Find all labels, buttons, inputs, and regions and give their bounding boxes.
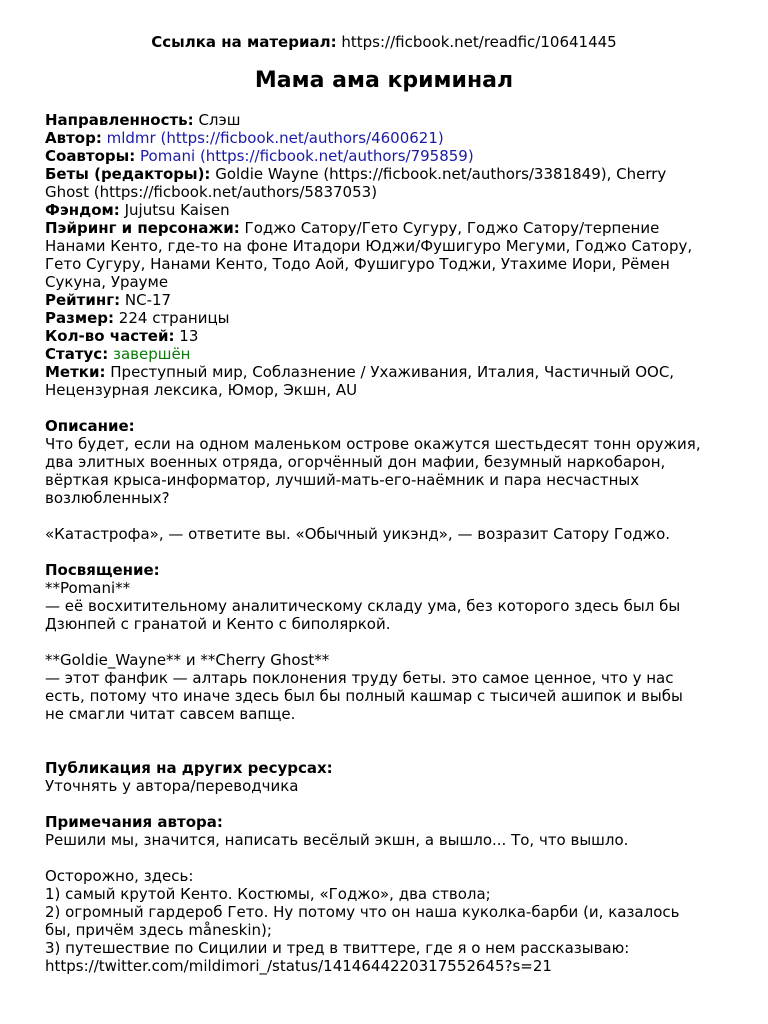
dedication-heading: Посвящение: — [45, 561, 160, 579]
twitter-link[interactable]: https://twitter.com/mildimori_/status/1414644220317552645?s=21 — [45, 957, 552, 975]
meta-status — [45, 345, 735, 363]
parts-label: Кол-во частей: — [45, 327, 175, 345]
tags-label: Метки: — [45, 363, 106, 381]
publication-section — [45, 759, 735, 795]
pairing-label: Пэйринг и персонажи: — [45, 219, 240, 237]
page-title: Мама ама криминал — [254, 68, 514, 93]
direction-value: Слэш — [198, 111, 241, 129]
description-line: «Катастрофа», — ответите вы. «Обычный уикэнд», — возразит Сатору Годжо. — [45, 525, 671, 543]
description-line: возлюбленных? — [45, 489, 170, 507]
description-section — [45, 417, 735, 543]
meta-rating — [45, 291, 735, 309]
publication-text: Уточнять у автора/переводчика — [45, 777, 299, 795]
fic-content — [45, 111, 735, 975]
rating-label: Рейтинг: — [45, 291, 121, 309]
paragraph-gap — [45, 633, 735, 651]
author-label: Автор: — [45, 129, 102, 147]
source-url[interactable]: https://ficbook.net/readfic/10641445 — [341, 33, 617, 51]
dedication-line: Дзюнпей с гранатой и Кенто с биполяркой. — [45, 615, 391, 633]
rating-value: NC-17 — [124, 291, 172, 309]
source-label: Ссылка на материал: — [151, 33, 337, 51]
betas-label: Беты (редакторы): — [45, 165, 211, 183]
dedication-line: есть, потому что иначе здесь был бы полный кашмар с тысичей ашипок и выбы — [45, 687, 683, 705]
status-badge: завершён — [112, 345, 191, 363]
meta-parts — [45, 327, 735, 345]
source-link-line — [0, 33, 768, 51]
coauthors-label: Соавторы: — [45, 147, 136, 165]
pairing-value-line1: Годжо Сатору/Гето Сугуру, Годжо Сатору/терпение — [244, 219, 660, 237]
publication-heading: Публикация на других ресурсах: — [45, 759, 333, 777]
tags-value-line2: Нецензурная лексика, Юмор, Экшн, AU — [45, 381, 358, 399]
meta-coauthors — [45, 147, 735, 165]
size-label: Размер: — [45, 309, 115, 327]
betas-value-line1: Goldie Wayne (https://ficbook.net/authors/3381849), Cherry — [215, 165, 667, 183]
notes-line: 2) огромный гардероб Гето. Ну потому что он наша куколка-барби (и, казалось — [45, 903, 680, 921]
notes-heading: Примечания автора: — [45, 813, 223, 831]
meta-tags — [45, 363, 735, 381]
notes-line: Осторожно, здесь: — [45, 867, 194, 885]
pairing-value-line3: Гето Сугуру, Нанами Кенто, Тодо Аой, Фушигуро Тоджи, Утахиме Иори, Рёмен — [45, 255, 670, 273]
author-link[interactable]: mldmr (https://ficbook.net/authors/4600621) — [106, 129, 444, 147]
meta-size — [45, 309, 735, 327]
meta-betas — [45, 165, 735, 183]
paragraph-gap — [45, 849, 735, 867]
parts-value: 13 — [179, 327, 199, 345]
betas-value-line2: Ghost (https://ficbook.net/authors/5837053) — [45, 183, 378, 201]
fandom-value: Jujutsu Kaisen — [124, 201, 230, 219]
pairing-value-line2: Нанами Кенто, где-то на фоне Итадори Юджи/Фушигуро Мегуми, Годжо Сатору, — [45, 237, 693, 255]
dedication-line: **Pomani** — [45, 579, 131, 597]
direction-label: Направленность: — [45, 111, 194, 129]
meta-pairing — [45, 219, 735, 237]
meta-direction — [45, 111, 735, 129]
notes-line: Решили мы, значится, написать весёлый экшн, а вышло... То, что вышло. — [45, 831, 629, 849]
coauthor-link[interactable]: Pomani (https://ficbook.net/authors/795859) — [140, 147, 474, 165]
paragraph-gap — [45, 507, 735, 525]
dedication-line: — этот фанфик — алтарь поклонения труду беты. это самое ценное, что у нас — [45, 669, 674, 687]
description-line: два элитных военных отряда, огорчённый дон мафии, безумный наркобарон, — [45, 453, 666, 471]
size-value: 224 страницы — [118, 309, 230, 327]
dedication-line: не смагли читат савсем вапще. — [45, 705, 296, 723]
status-label: Статус: — [45, 345, 109, 363]
dedication-line: — её восхитительному аналитическому складу ума, без которого здесь был бы — [45, 597, 681, 615]
description-line: Что будет, если на одном маленьком острове окажутся шестьдесят тонн оружия, — [45, 435, 701, 453]
dedication-section — [45, 561, 735, 723]
notes-line: 1) самый крутой Кенто. Костюмы, «Годжо», два ствола; — [45, 885, 491, 903]
meta-author — [45, 129, 735, 147]
tags-value-line1: Преступный мир, Соблазнение / Ухаживания, Италия, Частичный ООС, — [110, 363, 675, 381]
author-notes-section — [45, 813, 735, 975]
dedication-line: **Goldie_Wayne** и **Cherry Ghost** — [45, 651, 330, 669]
description-heading: Описание: — [45, 417, 135, 435]
pairing-value-line4: Сукуна, Урауме — [45, 273, 169, 291]
description-line: вёрткая крыса-информатор, лучший-мать-его-наёмник и пара несчастных — [45, 471, 640, 489]
fandom-label: Фэндом: — [45, 201, 120, 219]
section-gap — [45, 723, 735, 759]
notes-line: 3) путешествие по Сицилии и тред в твиттере, где я о нем рассказываю: — [45, 939, 630, 957]
notes-line: бы, причём здесь måneskin); — [45, 921, 272, 939]
meta-fandom — [45, 201, 735, 219]
